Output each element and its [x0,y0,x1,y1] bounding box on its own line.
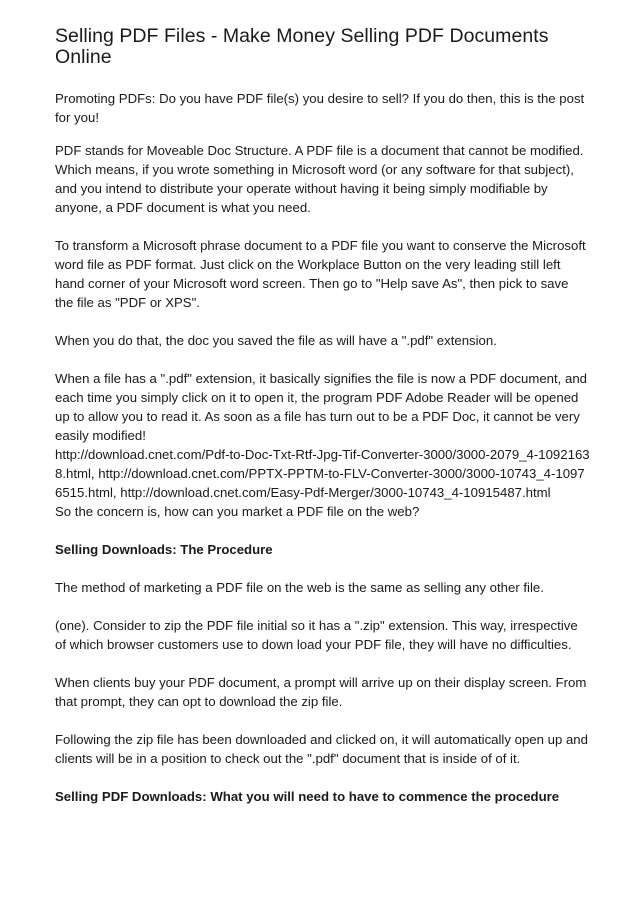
concern-paragraph: So the concern is, how can you market a PDF file on the web? [55,504,420,519]
method-paragraph: The method of marketing a PDF file on the web is the same as selling any other file. [55,580,544,595]
signifies-paragraph: When a file has a ".pdf" extension, it basically signifies the file is now a PDF document, and each time you simply click on it to open it, the program PDF Adobe Reader will be opened up to allow you to read it. As soon as a file has turn out to be a PDF Doc, it cannot be very easily modified! [55,371,588,443]
zip-paragraph: (one). Consider to zip the PDF file initial so it has a ".zip" extension. This way, irrespective of which browser customers use to down load your PDF file, they will have no difficulties. [55,618,578,652]
document-title: Selling PDF Files - Make Money Selling PDF Documents Online [55,25,549,68]
transform-paragraph: To transform a Microsoft phrase document to a PDF file you want to conserve the Microsoft word file as PDF format. Just click on the Workplace Button on the very leading still left hand corner of your Microsoft word screen. Then go to "Help save As", then pick to save the file as "PDF or XPS". [55,238,586,310]
prompt-paragraph: When clients buy your PDF document, a prompt will arrive up on their display screen. From that prompt, they can opt to download the zip file. [55,675,587,709]
requirements-heading: Selling PDF Downloads: What you will need to have to commence the procedure [55,789,560,804]
following-paragraph: Following the zip file has been downloaded and clicked on, it will automatically open up and clients will be in a position to check out the ".pdf" document that is inside of of it. [55,732,588,766]
definition-paragraph: PDF stands for Moveable Doc Structure. A PDF file is a document that cannot be modified. Which means, if you wrote something in Microsoft word (or any software for that subject), and you intend to distribute your operate without having it being simply modifiable by anyone, a PDF document is what you need. [55,143,584,215]
document-page [55,26,590,825]
download-links[interactable]: http://download.cnet.com/Pdf-to-Doc-Txt-Rtf-Jpg-Tif-Converter-3000/3000-2079_4-10921638.html, http://download.cnet.com/PPTX-PPTM-to-FLV-Converter-3000/3000-10743_4-10976515.html, http://download.cnet.com/Easy-Pdf-Merger/3000-10743_4-10915487.html [55,447,590,500]
intro-paragraph: Promoting PDFs: Do you have PDF file(s) you desire to sell? If you do then, this is the post for you! [55,91,585,125]
extension-paragraph: When you do that, the doc you saved the file as will have a ".pdf" extension. [55,333,497,348]
procedure-heading: Selling Downloads: The Procedure [55,542,273,557]
